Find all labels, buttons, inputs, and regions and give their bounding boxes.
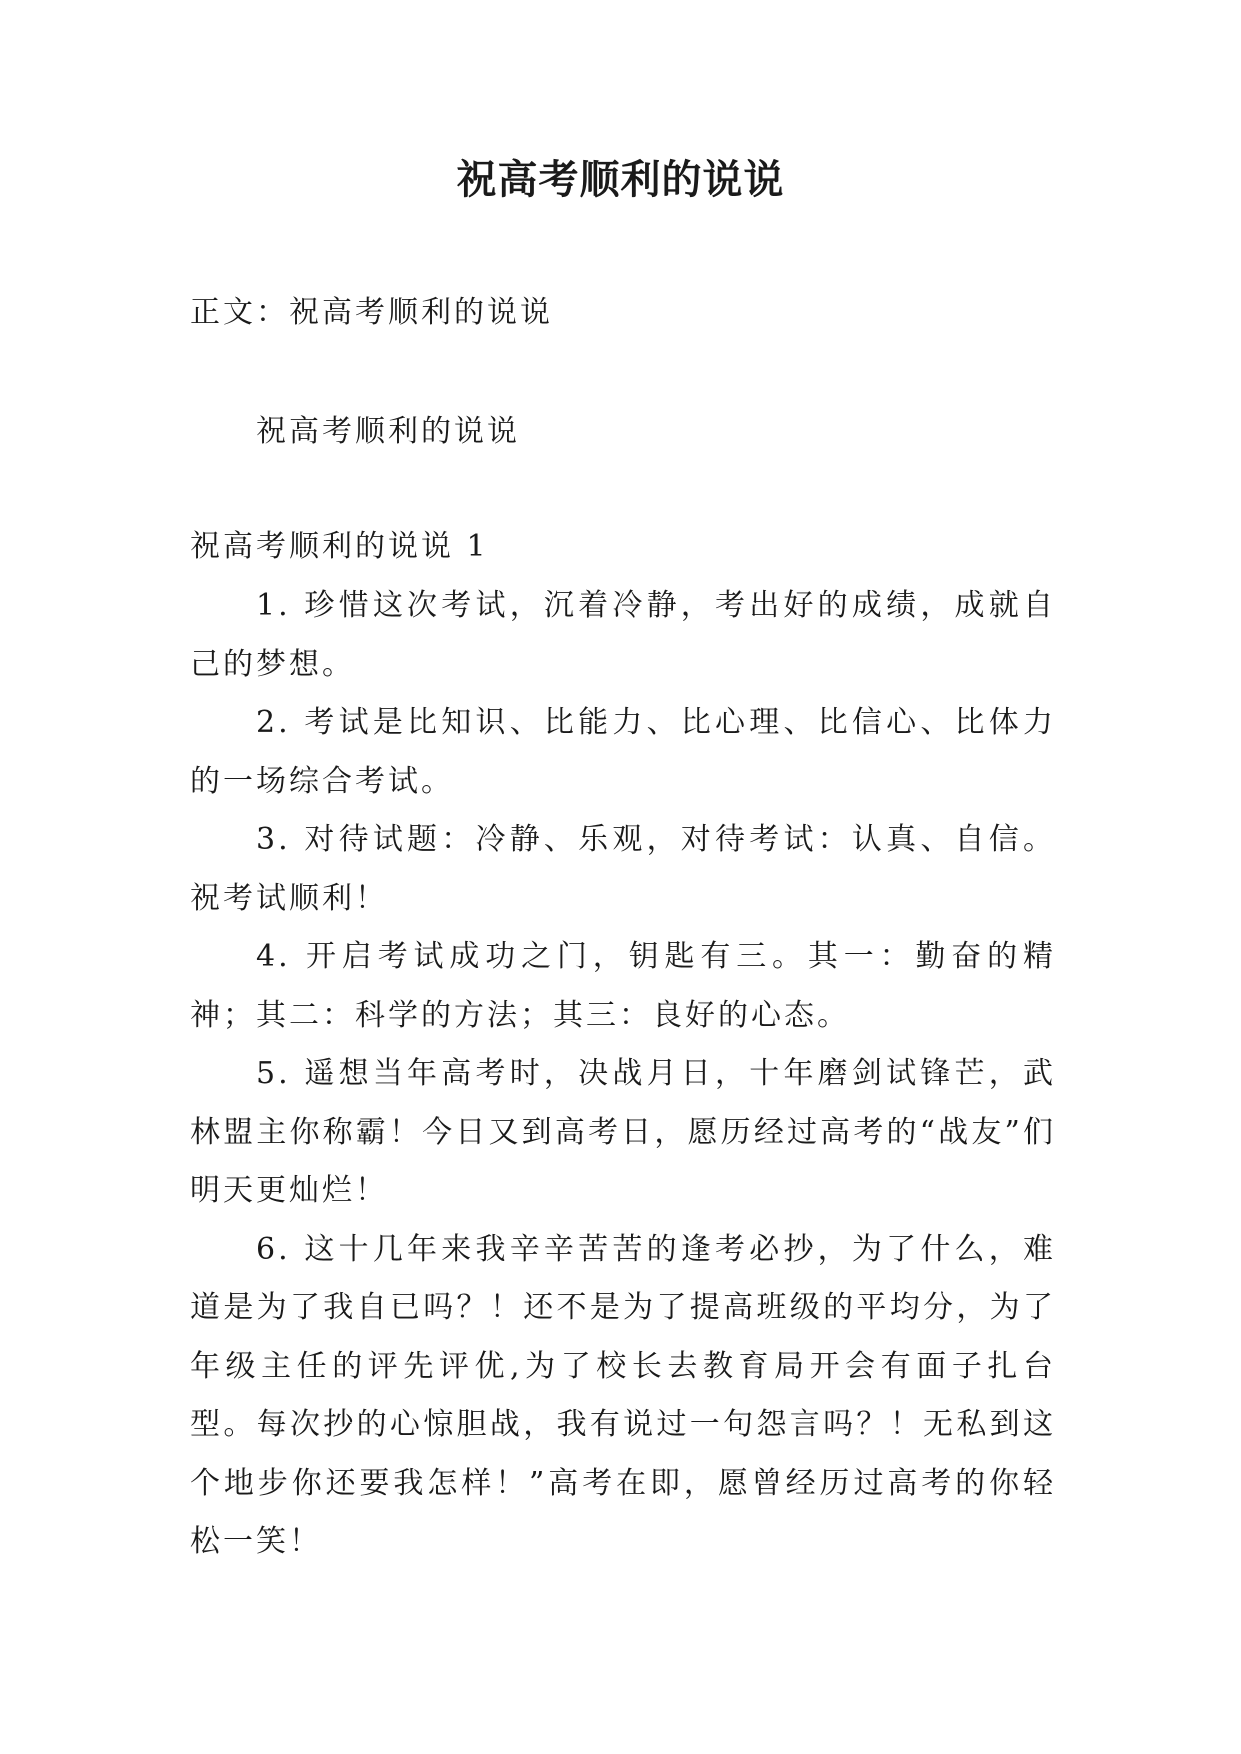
item-number: 4.	[256, 939, 291, 974]
item-text: 珍惜这次考试，沉着冷静，考出好的成绩，成就自己的梦想。	[190, 588, 1056, 682]
document-title: 祝高考顺利的说说	[456, 157, 785, 203]
item-number: 5.	[256, 1056, 291, 1091]
item-text: 开启考试成功之门，钥匙有三。其一：勤奋的精神；其二：科学的方法；其三：良好的心态。	[190, 939, 1056, 1033]
list-item	[190, 1045, 1056, 1221]
item-text: 对待试题：冷静、乐观，对待考试：认真、自信。祝考试顺利！	[190, 822, 1056, 916]
item-number: 2.	[256, 705, 291, 740]
item-number: 1.	[256, 588, 291, 623]
item-text: 考试是比知识、比能力、比心理、比信心、比体力的一场综合考试。	[190, 705, 1056, 799]
document-subtitle: 祝高考顺利的说说	[256, 414, 520, 449]
list-item	[190, 811, 1056, 928]
body-label-line: 正文：祝高考顺利的说说	[190, 295, 553, 330]
item-list	[190, 577, 1056, 1572]
section-heading: 祝高考顺利的说说 1	[190, 529, 489, 564]
item-number: 3.	[256, 822, 291, 857]
item-text: 这十几年来我辛辛苦苦的逢考必抄，为了什么，难道是为了我自已吗？！还不是为了提高班级的平均分，为了年级主任的评先评优,为了校长去教育局开会有面子扎台型。每次抄的心惊胆战，我有说过一句怨言吗？！无私到这个地步你还要我怎样！”高考在即，愿曾经历过高考的你轻松一笑！	[190, 1231, 1056, 1559]
item-number: 6.	[256, 1231, 291, 1267]
item-text: 遥想当年高考时，决战月日，十年磨剑试锋芒，武林盟主你称霸！今日又到高考日，愿历经过高考的“战友”们明天更灿烂！	[190, 1056, 1056, 1208]
list-item	[190, 694, 1056, 811]
list-item	[190, 577, 1056, 694]
list-item	[190, 928, 1056, 1045]
list-item	[190, 1221, 1056, 1572]
